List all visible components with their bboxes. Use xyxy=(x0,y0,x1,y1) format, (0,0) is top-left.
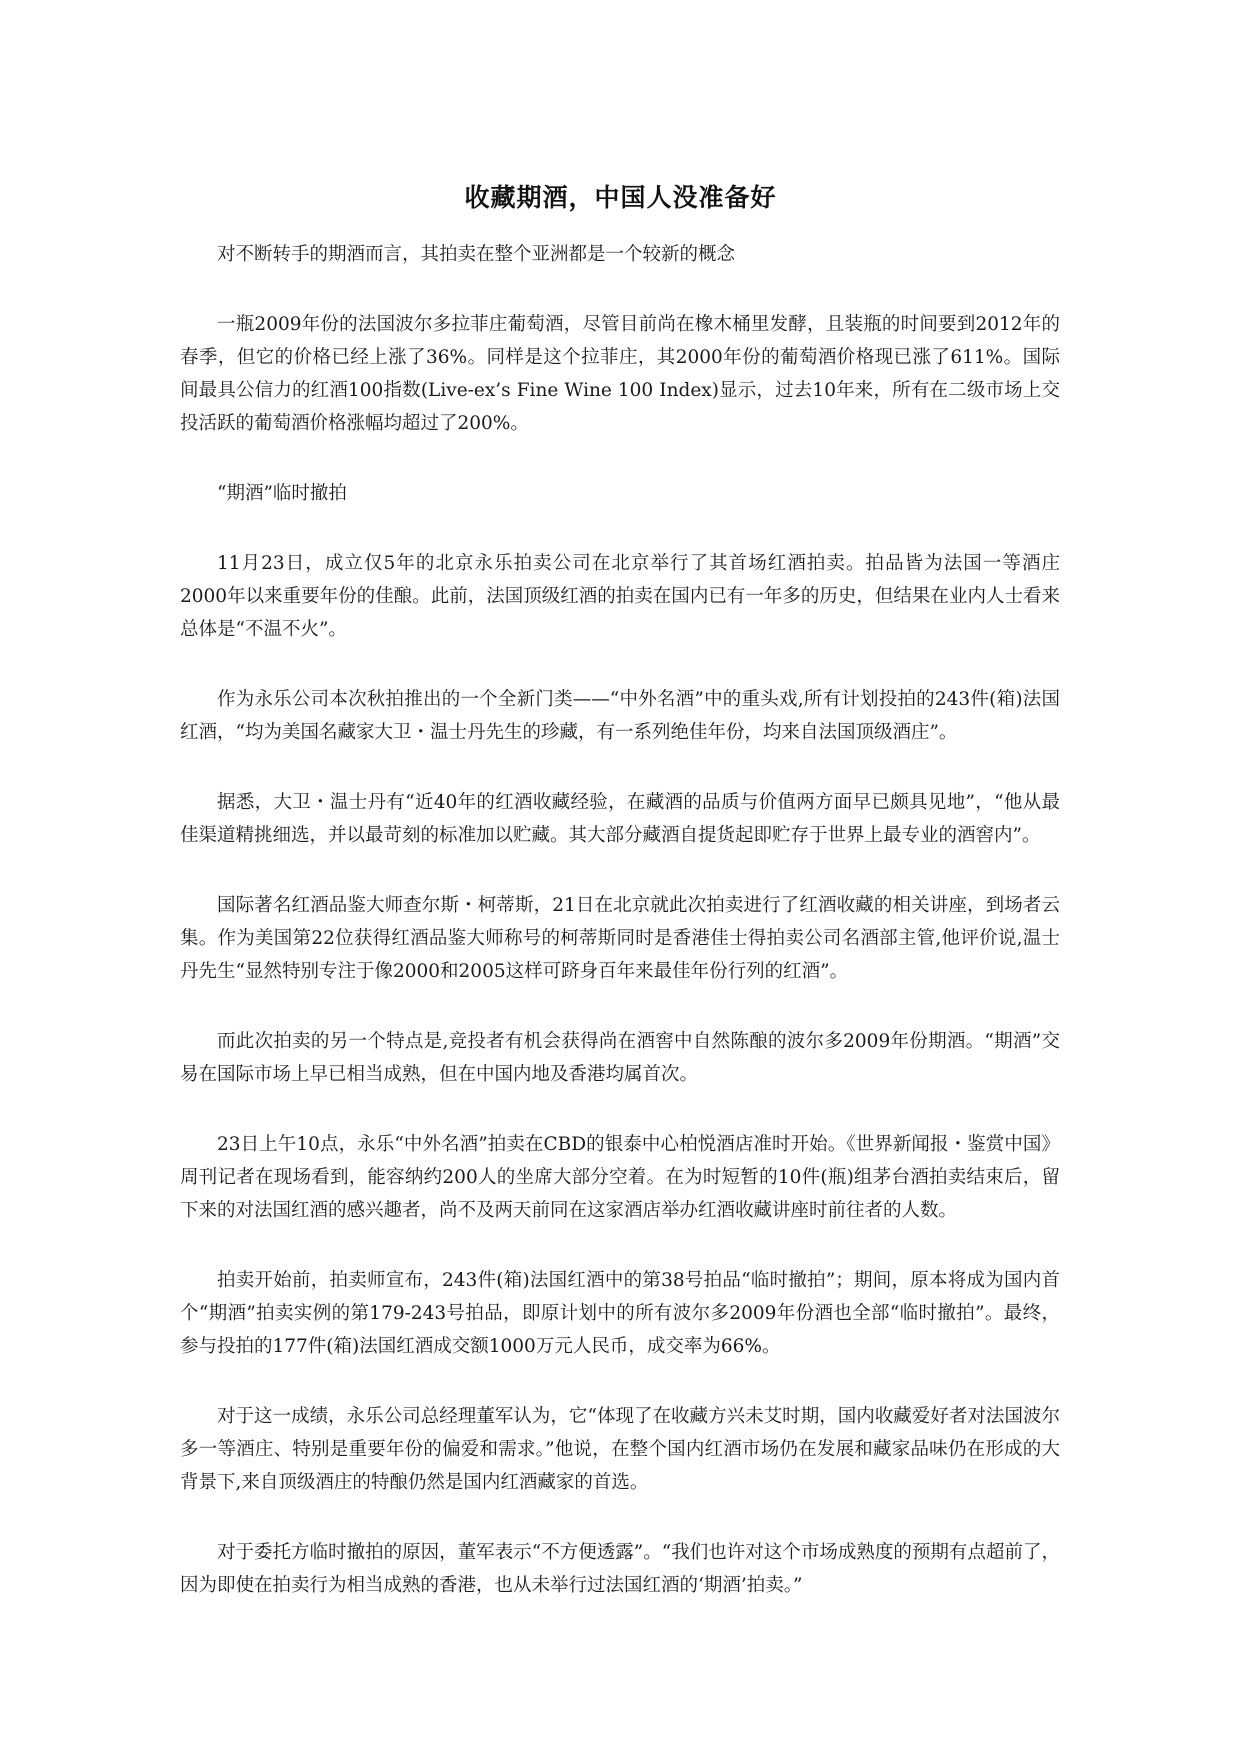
body-paragraph: 23日上午10点，永乐“中外名酒”拍卖在CBD的银泰中心柏悦酒店准时开始。《世界新闻报・鉴赏中国》周刊记者在现场看到，能容纳约200人的坐席大部分空着。在为时短暂的10件(瓶)组茅台酒拍卖结束后，留下来的对法国红酒的感兴趣者，尚不及两天前同在这家酒店举办红酒收藏讲座时前往者的人数。 xyxy=(180,1134,1060,1221)
body-paragraph: 一瓶2009年份的法国波尔多拉菲庄葡萄酒，尽管目前尚在橡木桶里发酵，且装瓶的时间要到2012年的春季，但它的价格已经上涨了36%。同样是这个拉菲庄，其2000年份的葡萄酒价格现已涨了611%。国际间最具公信力的红酒100指数(Live-ex’s Fine Wine 100 Index)显示，过去10年来，所有在二级市场上交投活跃的葡萄酒价格涨幅均超过了200%。 xyxy=(180,314,1060,434)
body-paragraph: 而此次拍卖的另一个特点是,竞投者有机会获得尚在酒窖中自然陈酿的波尔多2009年份期酒。“期酒”交易在国际市场上早已相当成熟，但在中国内地及香港均属首次。 xyxy=(180,1031,1060,1085)
body-paragraph: 对于这一成绩，永乐公司总经理董军认为，它“体现了在收藏方兴未艾时期，国内收藏爱好者对法国波尔多一等酒庄、特别是重要年份的偏爱和需求。”他说，在整个国内红酒市场仍在发展和藏家品味仍在形成的大背景下,来自顶级酒庄的特酿仍然是国内红酒藏家的首选。 xyxy=(180,1406,1060,1493)
body-paragraph: 据悉，大卫・温士丹有“近40年的红酒收藏经验，在藏酒的品质与价值两方面早已颇具见地”，“他从最佳渠道精挑细选，并以最苛刻的标准加以贮藏。其大部分藏酒自提货起即贮存于世界上最专业的酒窖内”。 xyxy=(180,792,1060,846)
document-body xyxy=(180,238,1060,1639)
body-paragraph: 11月23日，成立仅5年的北京永乐拍卖公司在北京举行了其首场红酒拍卖。拍品皆为法国一等酒庄2000年以来重要年份的佳酿。此前，法国顶级红酒的拍卖在国内已有一年多的历史，但结果在业内人士看来总体是“不温不火”。 xyxy=(180,553,1060,640)
body-paragraph: 拍卖开始前，拍卖师宣布，243件(箱)法国红酒中的第38号拍品“临时撤拍”；期间，原本将成为国内首个“期酒”拍卖实例的第179-243号拍品，即原计划中的所有波尔多2009年份酒也全部“临时撤拍”。最终，参与投拍的177件(箱)法国红酒成交额1000万元人民币，成交率为66%。 xyxy=(180,1270,1060,1357)
document-title: 收藏期酒，中国人没准备好 xyxy=(464,183,777,212)
body-paragraph: 作为永乐公司本次秋拍推出的一个全新门类——“中外名酒”中的重头戏,所有计划投拍的243件(箱)法国红酒，“均为美国名藏家大卫・温士丹先生的珍藏，有一系列绝佳年份，均来自法国顶级酒庄”。 xyxy=(180,689,1060,743)
body-paragraph: 国际著名红酒品鉴大师查尔斯・柯蒂斯，21日在北京就此次拍卖进行了红酒收藏的相关讲座，到场者云集。作为美国第22位获得红酒品鉴大师称号的柯蒂斯同时是香港佳士得拍卖公司名酒部主管,他评价说,温士丹先生“显然特别专注于像2000和2005这样可跻身百年来最佳年份行列的红酒”。 xyxy=(180,895,1060,982)
body-paragraph: 对于委托方临时撤拍的原因，董军表示“不方便透露”。“我们也许对这个市场成熟度的预期有点超前了，因为即使在拍卖行为相当成熟的香港，也从未举行过法国红酒的‘期酒’拍卖。” xyxy=(180,1542,1060,1596)
section-heading: “期酒”临时撤拍 xyxy=(217,483,347,504)
subtitle-paragraph: 对不断转手的期酒而言，其拍卖在整个亚洲都是一个较新的概念 xyxy=(217,244,736,265)
